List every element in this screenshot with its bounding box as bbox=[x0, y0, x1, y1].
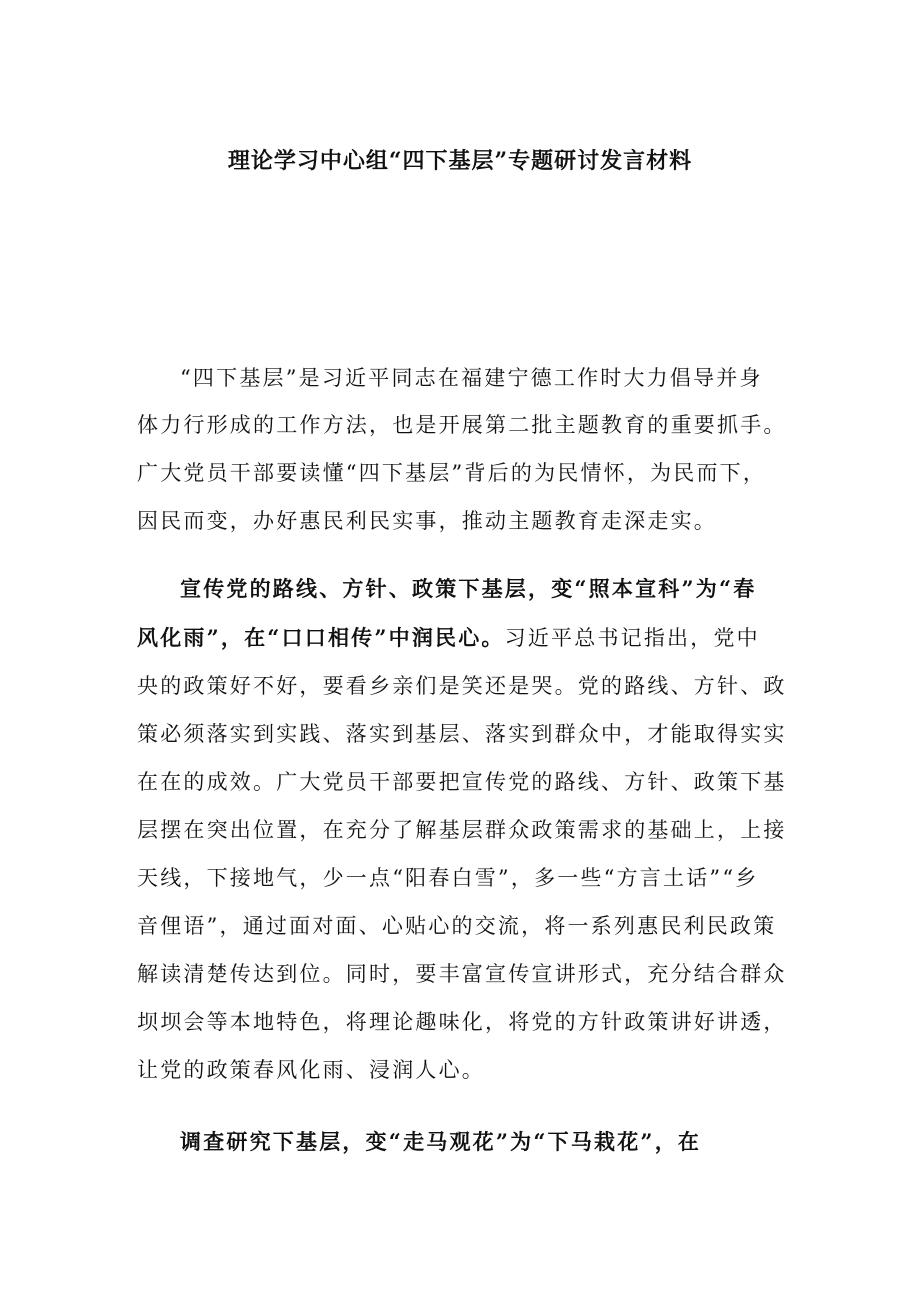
paragraph-2-lead-line-2: 风化雨”，在“口口相传”中润民心。 bbox=[137, 625, 505, 650]
paragraph-2-line-11: 让党的政策春风化雨、浸润人心。 bbox=[137, 1058, 485, 1082]
paragraph-2-line-3: 央的政策好不好，要看乡亲们是笑还是哭。党的路线、方针、政 bbox=[137, 674, 787, 698]
paragraph-1-line-2: 体力行形成的工作方法，也是开展第二批主题教育的重要抓手。 bbox=[137, 413, 787, 437]
paragraph-2-lead-line-1: 宣传党的路线、方针、政策下基层，变“照本宣科”为“春 bbox=[180, 576, 757, 601]
paragraph-2-line-2-rest: 习近平总书记指出，党中 bbox=[504, 626, 760, 650]
paragraph-2-line-9: 解读清楚传达到位。同时，要丰富宣传宣讲形式，充分结合群众 bbox=[137, 962, 787, 986]
paragraph-2-line-5: 在在的成效。广大党员干部要把宣传党的路线、方针、政策下基 bbox=[137, 770, 787, 794]
paragraph-1-line-3: 广大党员干部要读懂“四下基层”背后的为民情怀，为民而下， bbox=[137, 461, 767, 485]
paragraph-2-line-2 bbox=[137, 623, 797, 653]
paragraph-3-lead-line-1: 调查研究下基层，变“走马观花”为“下马栽花”，在 bbox=[180, 1129, 702, 1154]
paragraph-2-line-7: 天线，下接地气，少一点“阳春白雪”，多一些“方言土话”“乡 bbox=[137, 866, 759, 890]
paragraph-1-line-4: 因民而变，办好惠民利民实事，推动主题教育走深走实。 bbox=[137, 509, 717, 533]
paragraph-2-line-6: 层摆在突出位置，在充分了解基层群众政策需求的基础上，上接 bbox=[137, 818, 787, 842]
paragraph-2-line-10: 坝坝会等本地特色，将理论趣味化，将党的方针政策讲好讲透， bbox=[137, 1010, 787, 1034]
paragraph-2-line-8: 音俚语”，通过面对面、心贴心的交流，将一系列惠民利民政策 bbox=[137, 914, 777, 938]
paragraph-2-line-4: 策必须落实到实践、落实到基层、落实到群众中，才能取得实实 bbox=[137, 722, 787, 746]
paragraph-1-line-1: “四下基层”是习近平同志在福建宁德工作时大力倡导并身 bbox=[180, 366, 763, 390]
document-title: 理论学习中心组“四下基层”专题研讨发言材料 bbox=[227, 148, 693, 174]
